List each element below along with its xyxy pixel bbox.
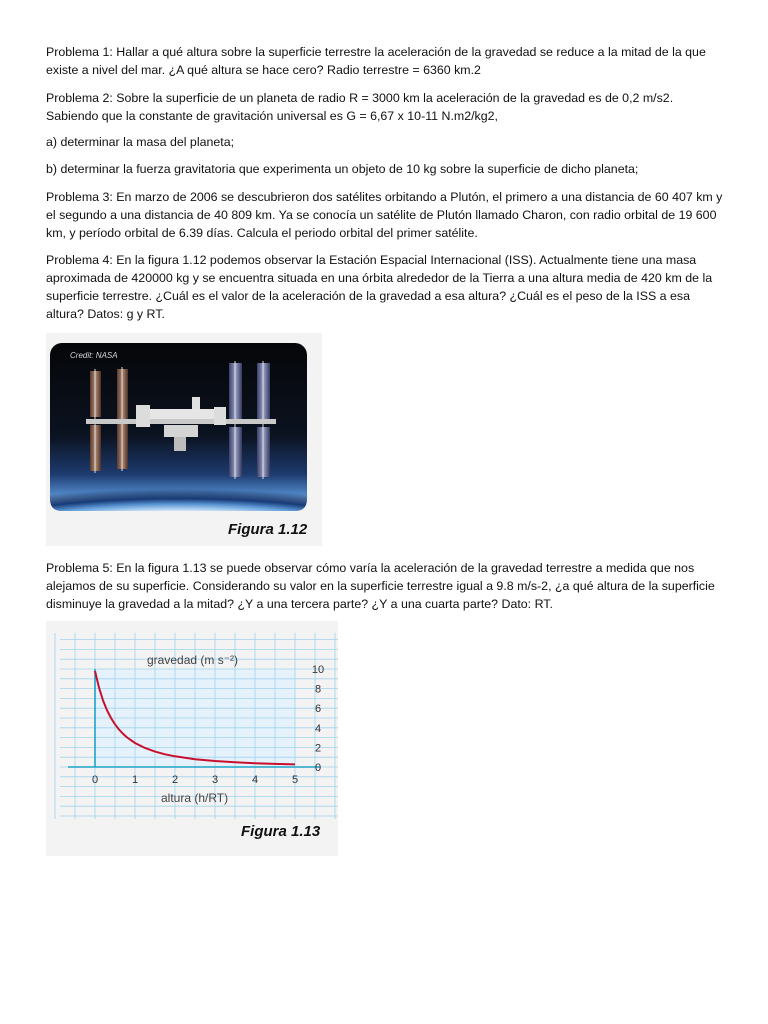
x-tick-label: 4: [251, 774, 259, 786]
x-tick-label: 3: [211, 774, 219, 786]
y-tick-label: 2: [314, 742, 322, 755]
x-axis-label: altura (h/RT): [161, 791, 229, 805]
x-tick-label: 5: [291, 774, 299, 786]
problem-1: Problema 1: Hallar a qué altura sobre la superficie terrestre la aceleración de la gravedad se reduce a la mitad de la que existe a nivel del mar. ¿A qué altura se hace cero? Radio terrestre = 6360 km.2: [46, 45, 706, 77]
gravity-chart: [46, 621, 338, 856]
problem-2-part-b: b) determinar la fuerza gravitatoria que experimenta un objeto de 10 kg sobre la superficie de dicho planeta;: [46, 162, 639, 176]
x-tick-label: 2: [171, 774, 179, 786]
figure-1-12: [46, 333, 322, 546]
y-tick-label: 4: [314, 722, 322, 735]
x-tick-label: 0: [91, 774, 99, 786]
figure-1-13-caption: Figura 1.13: [241, 823, 321, 840]
photo-credit: Credit: NASA: [70, 351, 118, 360]
x-tick-label: 1: [131, 774, 139, 786]
iss-photo: [46, 333, 322, 546]
y-tick-label: 10: [311, 664, 325, 676]
problem-5: Problema 5: En la figura 1.13 se puede observar cómo varía la aceleración de la gravedad terrestre a medida que nos alejamos de su superficie. Considerando su valor en la superficie terrestre igual a 9.8 m/s-2, ¿a qué altura de la superficie disminuye la gravedad a la mitad? ¿Y a una tercera parte? ¿Y a una cuarta parte? Dato: RT.: [46, 561, 715, 611]
problem-3: Problema 3: En marzo de 2006 se descubrieron dos satélites orbitando a Plutón, el primero a una distancia de 60 407 km y el segundo a una distancia de 40 809 km. Ya se conocía un satélite de Plutón llamado Charon, con radio orbital de 19 600 km, y período orbital de 6.39 días. Calcula el periodo orbital del primer satélite.: [46, 190, 723, 240]
y-tick-label: 8: [314, 683, 322, 696]
y-tick-label: 0: [314, 762, 322, 774]
problem-2-part-a: a) determinar la masa del planeta;: [46, 135, 235, 149]
problem-4: Problema 4: En la figura 1.12 podemos observar la Estación Espacial Internacional (ISS). Actualmente tiene una masa aproximada de 420000 kg y se encuentra situada en una órbita alrededor de la Tierra a una altura media de 420 km de la superficie terrestre. ¿Cuál es el valor de la aceleración de la gravedad a esa altura? ¿Cuál es el peso de la ISS a esa altura? Datos: g y RT.: [46, 253, 713, 321]
y-axis-label: gravedad (m s⁻²): [147, 653, 239, 667]
figure-1-12-caption: Figura 1.12: [228, 521, 308, 538]
figure-1-13: [46, 621, 338, 856]
y-tick-label: 6: [314, 703, 322, 716]
problem-2: Problema 2: Sobre la superficie de un planeta de radio R = 3000 km la aceleración de la gravedad es de 0,2 m/s2. Sabiendo que la constante de gravitación universal es G = 6,67 x 10-11 N.m2/kg2,: [46, 91, 674, 123]
